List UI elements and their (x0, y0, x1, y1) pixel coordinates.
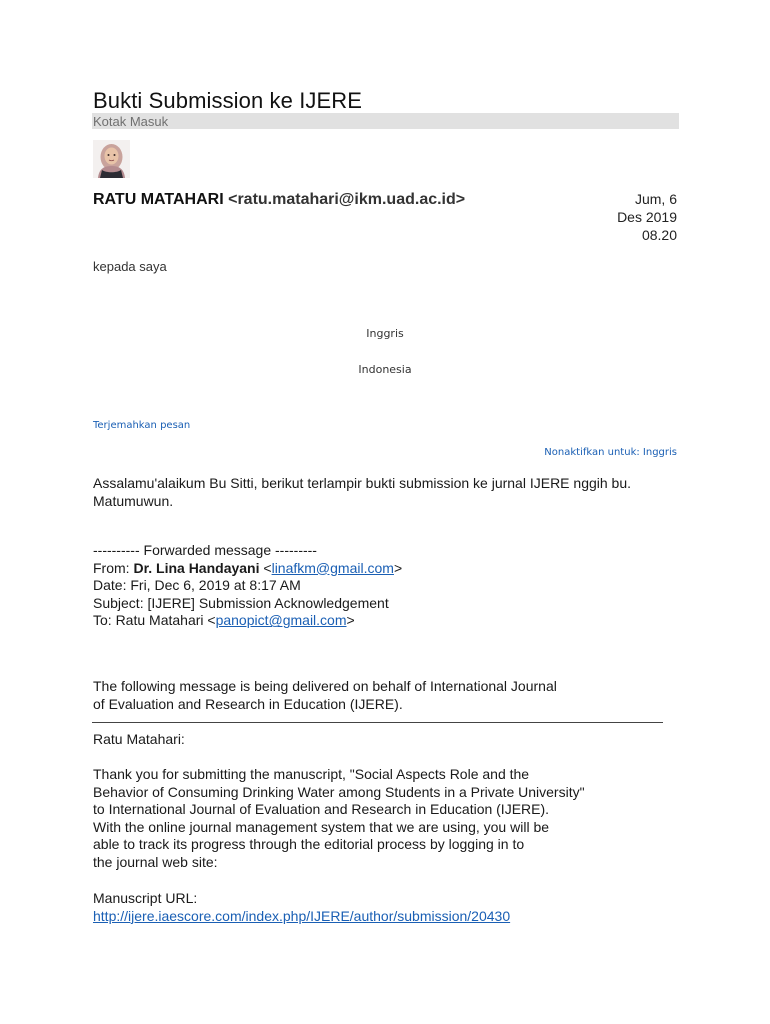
inbox-label[interactable]: Kotak Masuk (93, 114, 169, 129)
forwarded-from: From: Dr. Lina Handayani <linafkm@gmail.com> (93, 559, 403, 576)
recipient-label[interactable]: kepada saya (93, 259, 167, 274)
source-language[interactable]: Inggris (366, 327, 404, 340)
sender-name: RATU MATAHARI (93, 191, 224, 208)
to-label: To: Ratu Matahari < (93, 612, 216, 629)
body-line: With the online journal management system that we are using, you will be (93, 818, 550, 835)
intro-line: The following message is being delivered on behalf of International Journal (93, 678, 557, 694)
from-email-link[interactable]: linafkm@gmail.com (271, 559, 394, 576)
avatar-photo-icon (93, 140, 130, 178)
greeting (93, 475, 631, 510)
from-label: From: (93, 559, 134, 576)
to-suffix: > (346, 612, 355, 629)
forwarded-date: Date: Fri, Dec 6, 2019 at 8:17 AM (93, 577, 301, 594)
sender[interactable] (93, 191, 465, 209)
date-month-year: Des 2019 (617, 209, 677, 225)
greeting-line: Assalamu'alaikum Bu Sitti, berikut terlampir bukti submission ke jurnal IJERE nggih bu. (93, 475, 632, 491)
message-body (93, 766, 585, 872)
manuscript-label: Manuscript URL: (93, 890, 198, 906)
target-language[interactable]: Indonesia (358, 363, 412, 376)
body-line: the journal web site: (93, 853, 218, 870)
manuscript-url-link[interactable]: http://ijere.iaescore.com/index.php/IJERE/author/submission/20430 (93, 907, 511, 924)
divider (92, 722, 663, 723)
forwarded-to (93, 612, 402, 630)
disable-translation-link[interactable]: Nonaktifkan untuk: Inggris (544, 447, 677, 458)
sender-email: <ratu.matahari@ikm.uad.ac.id> (228, 191, 466, 208)
body-line: able to track its progress through the editorial process by logging in to (93, 836, 525, 853)
greeting-line: Matumuwun. (93, 492, 174, 509)
from-name: Dr. Lina Handayani (133, 559, 260, 576)
avatar[interactable] (93, 140, 130, 178)
label-bar (92, 113, 679, 129)
to-email-link[interactable]: panopict@gmail.com (215, 612, 347, 629)
translate-message-link[interactable]: Terjemahkan pesan (93, 420, 191, 431)
body-line: Behavior of Consuming Drinking Water among Students in a Private University" (93, 783, 585, 800)
date-day: Jum, 6 (634, 191, 677, 207)
body-line: Thank you for submitting the manuscript, "Social Aspects Role and the (93, 766, 530, 782)
forwarded-subject: Subject: [IJERE] Submission Acknowledgement (93, 594, 389, 611)
forwarded-divider-text: ---------- Forwarded message --------- (93, 542, 317, 558)
intro-line: of Evaluation and Research in Education (IJERE). (93, 695, 403, 712)
addressee: Ratu Matahari: (93, 731, 185, 747)
email-date (560, 190, 677, 244)
date-time: 08.20 (641, 227, 677, 243)
body-line: to International Journal of Evaluation and Research in Education (IJERE). (93, 801, 550, 818)
journal-intro (93, 678, 557, 713)
email-subject: Bukti Submission ke IJERE (93, 88, 363, 113)
forwarded-header (93, 542, 402, 630)
manuscript-section (93, 890, 510, 925)
